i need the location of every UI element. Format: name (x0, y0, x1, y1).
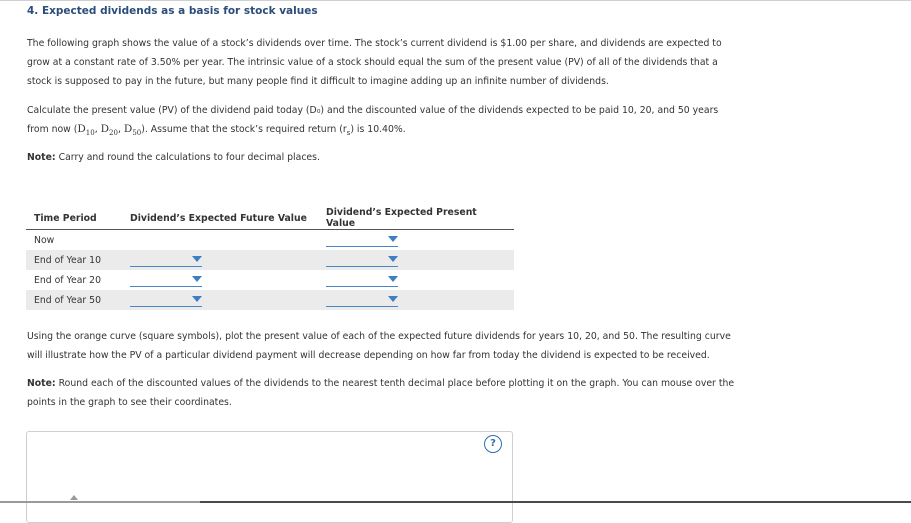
present-value-dropdown-year20[interactable] (326, 274, 398, 287)
chevron-down-icon (388, 256, 398, 262)
calc-line-2: from now ($D_{10}$, $D_{20}$, $D_{50}$). Assume that the stock’s required return $(r_s)$ is 10.40%. (27, 123, 406, 138)
calc-line-1: Calculate the present value (PV) of the dividend paid today (D₀) and the discounted value of the dividends expected to be paid 10, 20, and 50 years (27, 105, 719, 116)
note-rounding: Note: Carry and round the calculations to four decimal places. (27, 152, 320, 163)
plot-instructions (27, 327, 767, 365)
future-value-dropdown-year50[interactable] (130, 294, 202, 307)
row-period: End of Year 20 (34, 274, 102, 286)
plot-instructions-line-1: Using the orange curve (square symbols), plot the present value of each of the expected future dividends for years 10, 20, and 50. The resulting curve (27, 331, 731, 342)
dividend-table (26, 207, 514, 310)
row-period: End of Year 10 (26, 250, 122, 270)
d50-symbol: $D_{50}$ (123, 123, 142, 138)
chevron-down-icon (192, 296, 202, 302)
intro-line-3: stock is supposed to pay in the future, but many people find it difficult to imagine adding up an infinite number of dividends. (27, 76, 609, 87)
chevron-down-icon (388, 296, 398, 302)
future-value-dropdown-year10[interactable] (130, 254, 202, 267)
intro-line-1: The following graph shows the value of a stock’s dividends over time. The stock’s current dividend is $1.00 per share, and dividends are expected to (27, 38, 722, 49)
note-label: Note: (27, 152, 56, 163)
calc-paragraph (27, 101, 767, 143)
table-row (26, 290, 514, 310)
question-title: 4. Expected dividends as a basis for stock values (27, 5, 318, 17)
table-header-row (26, 207, 514, 230)
header-future-value: Dividend’s Expected Future Value (122, 207, 318, 230)
future-value-dropdown-year20[interactable] (130, 274, 202, 287)
intro-paragraph (27, 34, 767, 91)
note-label: Note: (27, 378, 56, 389)
header-time-period: Time Period (26, 207, 122, 230)
chevron-down-icon (192, 276, 202, 282)
row-period: End of Year 50 (26, 290, 122, 310)
table-row (26, 270, 514, 290)
rs-subscript: s (346, 128, 351, 137)
row-period: Now (34, 234, 55, 246)
graph-panel[interactable] (26, 431, 513, 523)
header-present-value: Dividend’s Expected Present Value (318, 207, 514, 230)
d20-symbol: $D_{20}$ (100, 123, 118, 138)
intro-line-2: grow at a constant rate of 3.50% per year. The intrinsic value of a stock should equal the sum of the present value (PV) of all of the dividends that a (27, 57, 718, 68)
chevron-down-icon (388, 236, 398, 242)
bottom-scrollbar-thumb[interactable] (0, 501, 200, 503)
help-icon[interactable]: ? (484, 435, 502, 453)
chevron-down-icon (192, 256, 202, 262)
present-value-dropdown-year50[interactable] (326, 294, 398, 307)
table-row (26, 250, 514, 270)
chevron-down-icon (388, 276, 398, 282)
present-value-dropdown-year10[interactable] (326, 254, 398, 267)
present-value-dropdown-now[interactable] (326, 234, 398, 247)
table-row (26, 230, 514, 251)
note-plotting: Note: Round each of the discounted values of the dividends to the nearest tenth decimal place before plotting it on the graph. You can mouse over the points in the graph to see their coordinates. (27, 378, 735, 408)
plot-instructions-line-2: will illustrate how the PV of a particular dividend payment will decrease depending on how far from today the dividend is expected to be received. (27, 350, 710, 361)
scroll-up-icon[interactable] (70, 495, 78, 500)
top-divider (0, 0, 911, 1)
d10-symbol: $D_{10}$ (77, 123, 95, 138)
